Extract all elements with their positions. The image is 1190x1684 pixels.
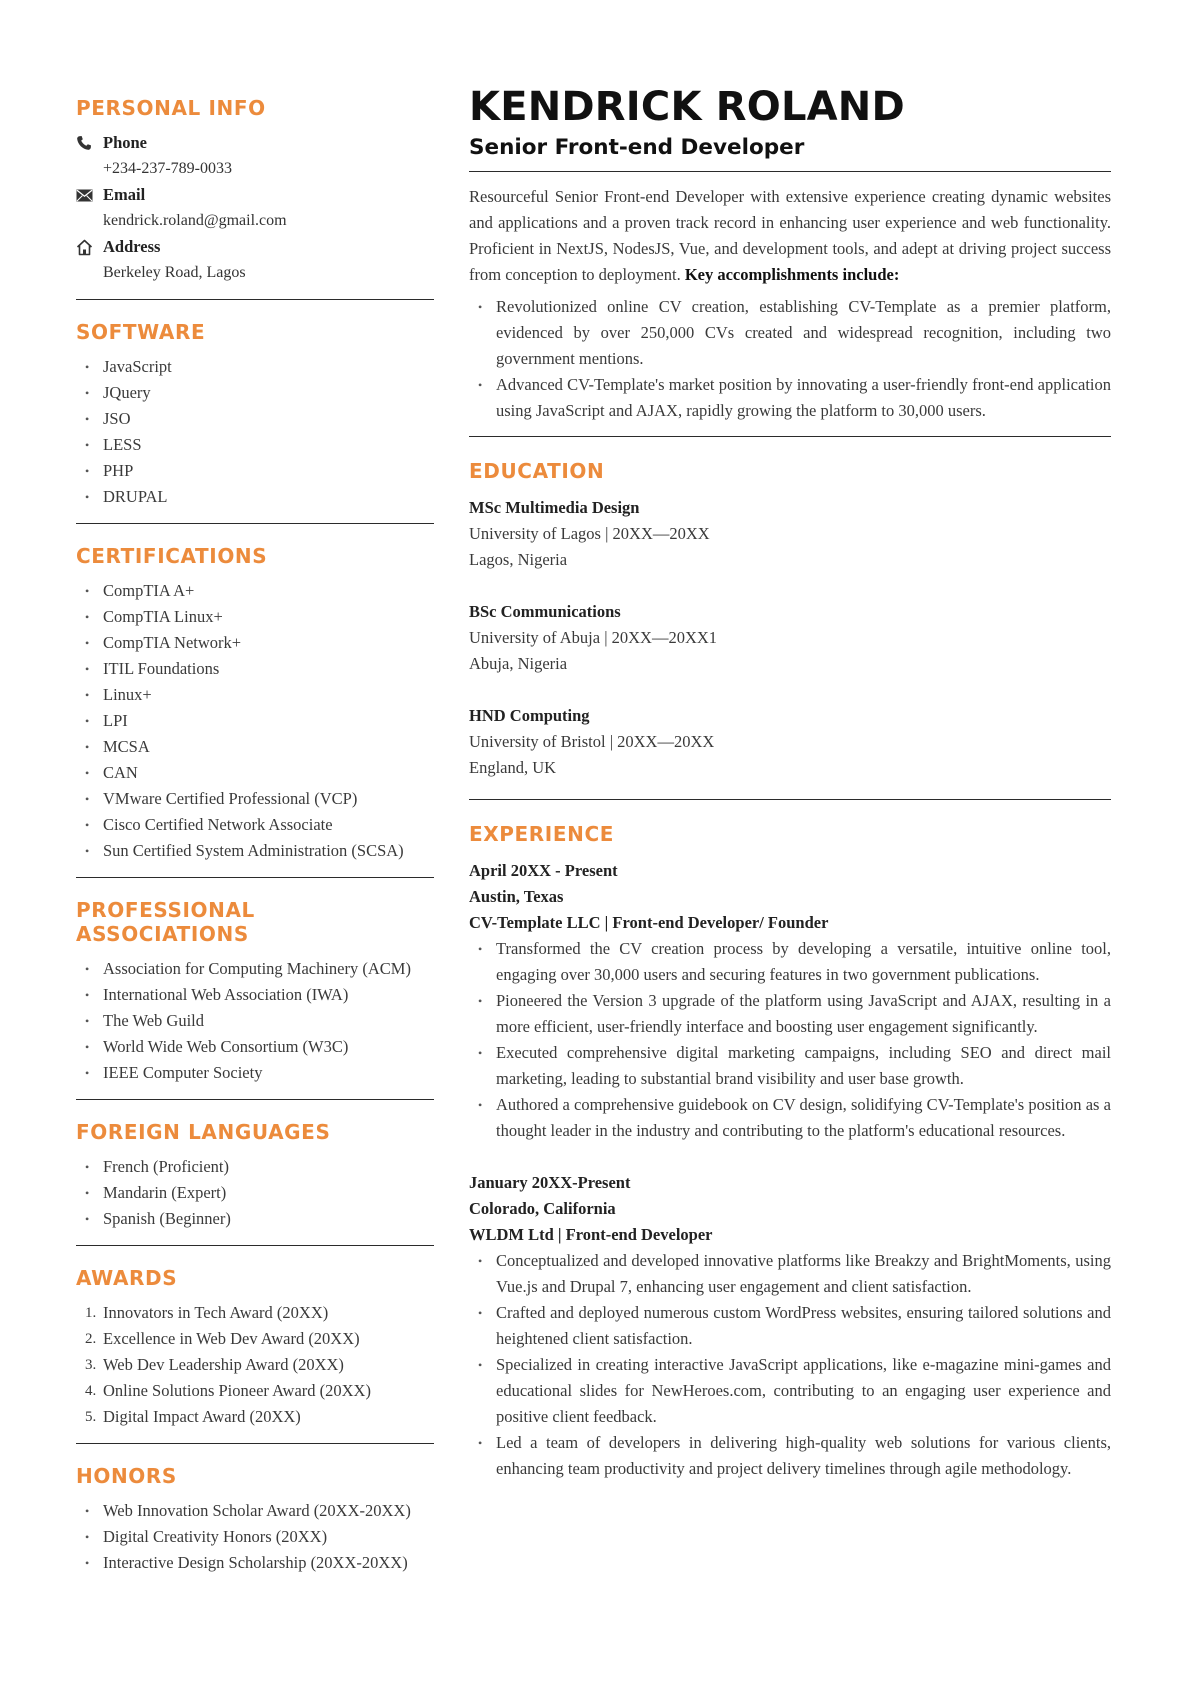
envelope-icon (76, 189, 103, 202)
divider (469, 799, 1111, 800)
list-item: • Web Innovation Scholar Award (20XX-20XX) (76, 1498, 434, 1524)
list-item: • The Web Guild (76, 1008, 434, 1034)
software-section (76, 320, 434, 524)
summary-bullets (469, 294, 1111, 424)
school: University of Bristol | 20XX—20XX (469, 732, 715, 751)
list-item: • MCSA (76, 734, 434, 760)
experience-entry (469, 1170, 1111, 1482)
job-dates: January 20XX-Present (469, 1173, 631, 1192)
list-item: • LESS (76, 432, 434, 458)
honors-section (76, 1464, 434, 1589)
list-item: • Sun Certified System Administration (SCSA) (76, 838, 434, 864)
list-item: • Transformed the CV creation process by developing a versatile, intuitive online tool, engaging over 30,000 users and securing features in two government publications. (469, 936, 1111, 988)
divider (469, 436, 1111, 437)
software-list (76, 354, 434, 510)
list-item: 2. Excellence in Web Dev Award (20XX) (85, 1329, 360, 1348)
certifications-section (76, 544, 434, 878)
email-label: Email (103, 185, 146, 204)
list-item: • Led a team of developers in delivering high-quality web solutions for various clients, enhancing team productivity and project delivery timelines through agile methodology. (469, 1430, 1111, 1482)
list-item: 5. Digital Impact Award (20XX) (85, 1407, 301, 1426)
contact-list (76, 130, 434, 286)
list-item: • CAN (76, 760, 434, 786)
languages-list (76, 1154, 434, 1232)
list-item: • Cisco Certified Network Associate (76, 812, 434, 838)
school: University of Lagos | 20XX—20XX (469, 524, 710, 543)
list-item: 4. Online Solutions Pioneer Award (20XX) (85, 1381, 371, 1400)
list-item: • DRUPAL (76, 484, 434, 510)
experience-title: EXPERIENCE (469, 822, 614, 846)
summary-bold: Key accomplishments include: (684, 265, 900, 284)
awards-list (76, 1300, 434, 1430)
certifications-list (76, 578, 434, 864)
list-item: • Crafted and deployed numerous custom WordPress websites, ensuring tailored solutions and heightened client satisfaction. (469, 1300, 1111, 1352)
degree: MSc Multimedia Design (469, 498, 640, 517)
home-icon (76, 239, 103, 256)
list-item: • Spanish (Beginner) (76, 1206, 434, 1232)
phone-label: Phone (103, 133, 148, 152)
sidebar (76, 96, 434, 1609)
list-item: • CompTIA Network+ (76, 630, 434, 656)
school: University of Abuja | 20XX—20XX1 (469, 628, 718, 647)
address-label: Address (103, 237, 161, 256)
experience-entry (469, 858, 1111, 1144)
list-item: • CompTIA A+ (76, 578, 434, 604)
email-row (76, 182, 434, 208)
list-item: • IEEE Computer Society (76, 1060, 434, 1086)
awards-section (76, 1266, 434, 1444)
associations-list (76, 956, 434, 1086)
list-item: 1. Innovators in Tech Award (20XX) (85, 1303, 329, 1322)
list-item: • CompTIA Linux+ (76, 604, 434, 630)
list-item: • JQuery (76, 380, 434, 406)
phone-icon (76, 135, 103, 151)
main-column (469, 82, 1111, 1482)
associations-section (76, 898, 434, 1100)
divider (469, 171, 1111, 172)
list-item: • Advanced CV-Template's market position by innovating a user-friendly front-end application using JavaScript and AJAX, rapidly growing the platform to 30,000 users. (469, 372, 1111, 424)
address-row (76, 234, 434, 260)
list-item: • ITIL Foundations (76, 656, 434, 682)
list-item: • World Wide Web Consortium (W3C) (76, 1034, 434, 1060)
list-item: • French (Proficient) (76, 1154, 434, 1180)
candidate-role: Senior Front-end Developer (469, 135, 805, 160)
summary-text: Resourceful Senior Front-end Developer with extensive experience creating dynamic websites and applications and a proven track record in enhancing user experience and web functionality. Proficient in NextJS, NodesJS, Vue, and development tools, and adept at driving project success from conception to deployment. Key accomplishments include: (469, 187, 1111, 284)
list-item: • Linux+ (76, 682, 434, 708)
personal-info-title: PERSONAL INFO (76, 96, 266, 120)
job-company: CV-Template LLC | Front-end Developer/ Founder (469, 913, 829, 932)
location: Abuja, Nigeria (469, 654, 568, 673)
list-item: • Interactive Design Scholarship (20XX-20XX) (76, 1550, 434, 1576)
address-value: Berkeley Road, Lagos (103, 264, 246, 281)
list-item: • PHP (76, 458, 434, 484)
awards-title: AWARDS (76, 1266, 178, 1290)
list-item: • International Web Association (IWA) (76, 982, 434, 1008)
education-entry (469, 599, 1111, 677)
education-entry (469, 495, 1111, 573)
list-item: • Specialized in creating interactive JavaScript applications, like e-magazine mini-games and educational slides for NewHeroes.com, contributing to an engaging user experience and positive client feedback. (469, 1352, 1111, 1430)
list-item: • JSO (76, 406, 434, 432)
associations-title: PROFESSIONAL ASSOCIATIONS (76, 898, 255, 946)
job-company: WLDM Ltd | Front-end Developer (469, 1225, 713, 1244)
degree: HND Computing (469, 706, 590, 725)
languages-title: FOREIGN LANGUAGES (76, 1120, 331, 1144)
phone-row (76, 130, 434, 156)
list-item: • Revolutionized online CV creation, establishing CV-Template as a premier platform, evidenced by over 250,000 CVs created and widespread recognition, including two government mentions. (469, 294, 1111, 372)
job-location: Austin, Texas (469, 887, 564, 906)
location: Lagos, Nigeria (469, 550, 568, 569)
list-item: • Executed comprehensive digital marketing campaigns, including SEO and direct mail marketing, leading to substantial brand visibility and user base growth. (469, 1040, 1111, 1092)
job-bullets (469, 936, 1111, 1144)
list-item: • Conceptualized and developed innovative platforms like Breakzy and BrightMoments, using Vue.js and Drupal 7, enhancing user engagement and client satisfaction. (469, 1248, 1111, 1300)
education-entry (469, 703, 1111, 781)
email-value[interactable]: kendrick.roland@gmail.com (103, 212, 287, 229)
list-item: • Authored a comprehensive guidebook on CV design, solidifying CV-Template's position as a thought leader in the industry and contributing to the platform's educational resources. (469, 1092, 1111, 1144)
list-item: • Association for Computing Machinery (ACM) (76, 956, 434, 982)
list-item: • VMware Certified Professional (VCP) (76, 786, 434, 812)
job-location: Colorado, California (469, 1199, 616, 1218)
personal-info-section (76, 96, 434, 300)
education-title: EDUCATION (469, 459, 605, 483)
list-item: • Mandarin (Expert) (76, 1180, 434, 1206)
candidate-name: KENDRICK ROLAND (469, 84, 905, 130)
location: England, UK (469, 758, 557, 777)
list-item: • JavaScript (76, 354, 434, 380)
degree: BSc Communications (469, 602, 621, 621)
honors-list (76, 1498, 434, 1576)
languages-section (76, 1120, 434, 1246)
list-item: 3. Web Dev Leadership Award (20XX) (85, 1355, 344, 1374)
software-title: SOFTWARE (76, 320, 206, 344)
list-item: • Pioneered the Version 3 upgrade of the platform using JavaScript and AJAX, resulting in a more efficient, user-friendly interface and boosting user engagement significantly. (469, 988, 1111, 1040)
list-item: • LPI (76, 708, 434, 734)
job-bullets (469, 1248, 1111, 1482)
list-item: • Digital Creativity Honors (20XX) (76, 1524, 434, 1550)
phone-value[interactable]: +234-237-789-0033 (103, 160, 233, 177)
certifications-title: CERTIFICATIONS (76, 544, 268, 568)
honors-title: HONORS (76, 1464, 177, 1488)
job-dates: April 20XX - Present (469, 861, 618, 880)
